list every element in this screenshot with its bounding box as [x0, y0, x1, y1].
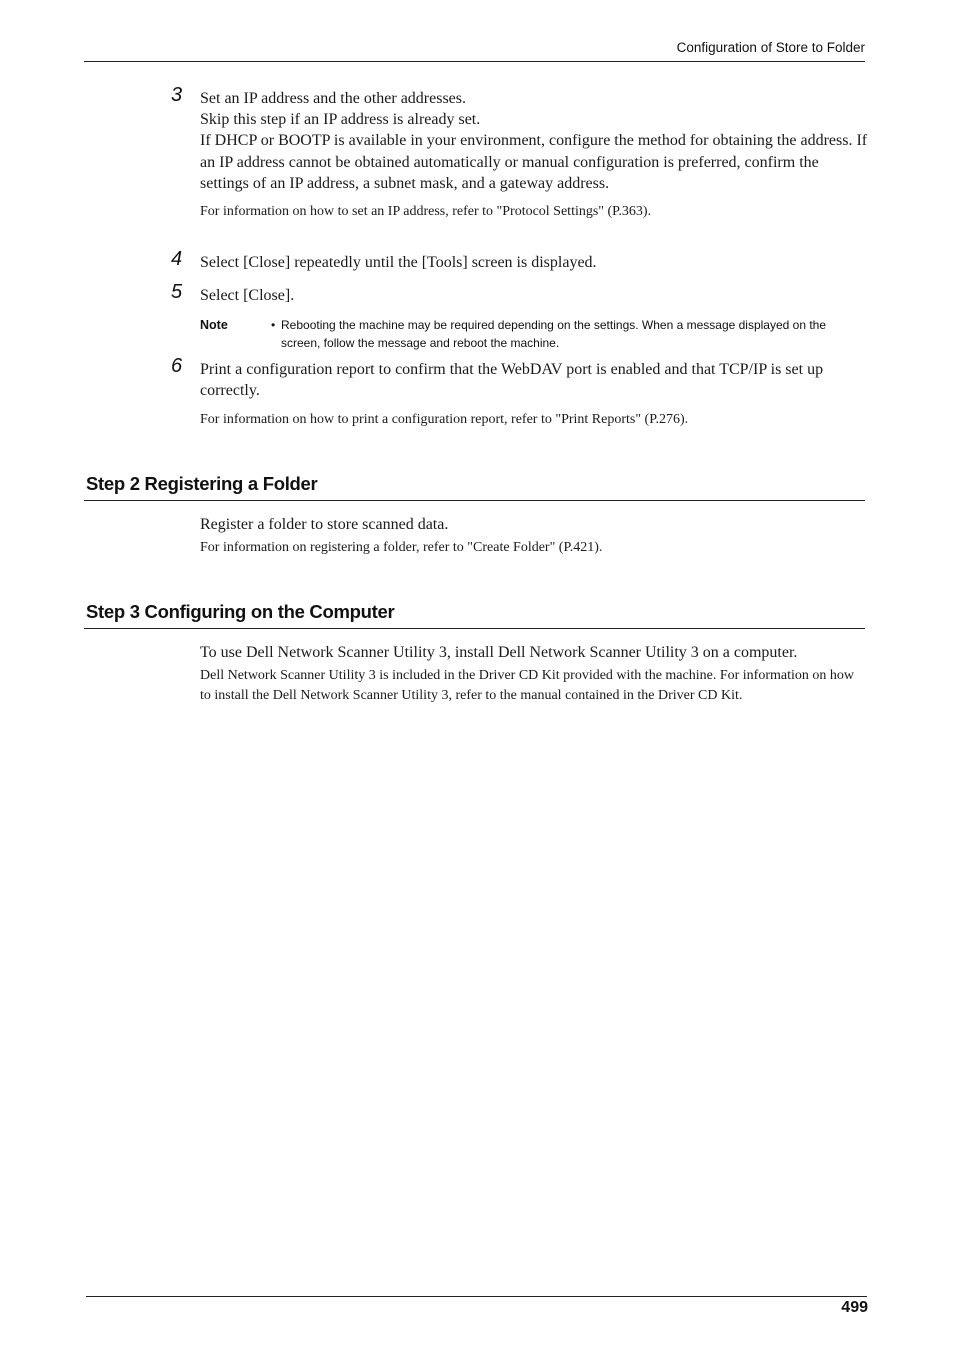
step-4-text: Select [Close] repeatedly until the [Tools] screen is displayed. — [200, 254, 597, 271]
bullet-icon: • — [271, 318, 276, 332]
section-2-text: To use Dell Network Scanner Utility 3, install Dell Network Scanner Utility 3 on a computer. — [200, 644, 798, 661]
section-divider — [84, 500, 865, 501]
section-2-reference: Dell Network Scanner Utility 3 is included in the Driver CD Kit provided with the machine. For information on how to install the Dell Network Scanner Utility 3, refer to the manual contained in the Driver CD Kit. — [200, 668, 854, 703]
running-header-title: Configuration of Store to Folder — [676, 40, 865, 55]
step-3-line-3: If DHCP or BOOTP is available in your environment, configure the method for obtaining the address. If an IP address cannot be obtained automatically or manual configuration is preferred, confirm the settings of an IP address, a subnet mask, and a gateway address. — [200, 132, 868, 192]
section-1-text: Register a folder to store scanned data. — [200, 516, 449, 533]
section-heading-configure-computer: Step 3 Configuring on the Computer — [86, 601, 395, 622]
step-number-5: 5 — [171, 281, 183, 303]
step-3-line-2: Skip this step if an IP address is already set. — [200, 111, 481, 129]
step-number-4: 4 — [171, 248, 183, 270]
step-6-reference: For information on how to print a configuration report, refer to "Print Reports" (P.276). — [200, 412, 689, 427]
step-number-6: 6 — [171, 355, 183, 377]
section-1-reference: For information on registering a folder, refer to "Create Folder" (P.421). — [200, 540, 603, 555]
page-number: 499 — [841, 1299, 868, 1316]
header-divider — [84, 61, 865, 62]
step-3-line-1: Set an IP address and the other addresses. — [200, 90, 466, 107]
step-6-text: Print a configuration report to confirm that the WebDAV port is enabled and that TCP/IP is set up correctly. — [200, 361, 824, 400]
step-3-body — [200, 88, 868, 194]
note-label: Note — [200, 318, 228, 332]
step-5-text: Select [Close]. — [200, 287, 295, 304]
section-divider — [84, 628, 865, 629]
section-heading-register-folder: Step 2 Registering a Folder — [86, 473, 318, 494]
step-3-reference: For information on how to set an IP address, refer to "Protocol Settings" (P.363). — [200, 204, 652, 219]
note-text: Rebooting the machine may be required depending on the settings. When a message displayed on the screen, follow the message and reboot the machine. — [281, 318, 827, 350]
footer-divider — [86, 1296, 867, 1297]
note-body — [271, 316, 866, 352]
step-number-3: 3 — [171, 84, 183, 106]
